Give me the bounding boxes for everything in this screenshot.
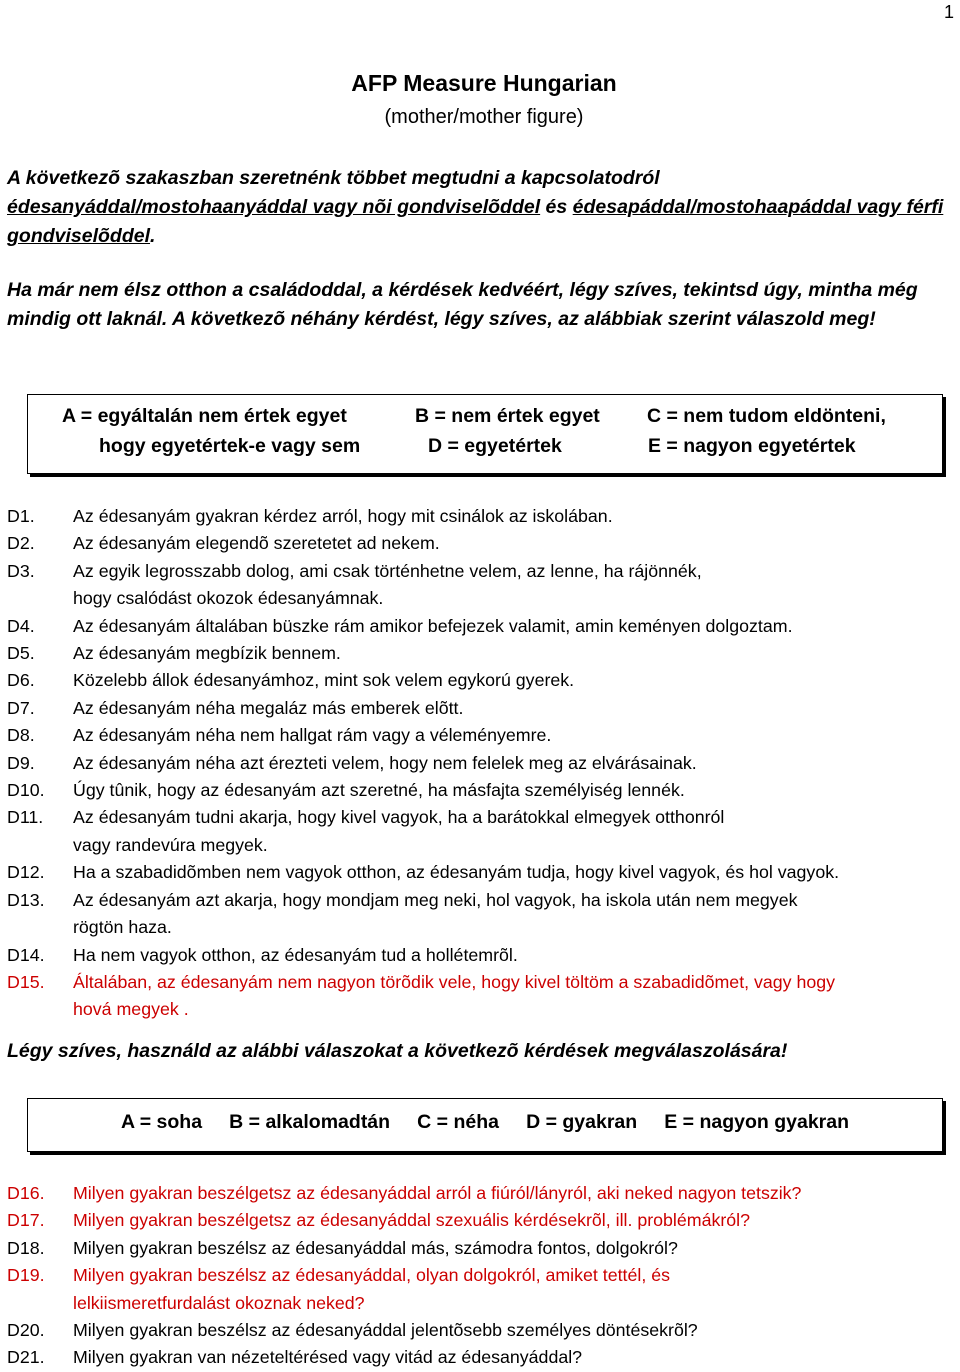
question-number: D10. [7,780,45,801]
question-text [73,887,957,942]
question-text [73,804,957,859]
instruction-text: Légy szíves, használd az alábbi válaszokat a következõ kérdések megválaszolására! [7,1040,788,1062]
question-item [7,777,957,804]
question-item [7,942,957,969]
question-item [7,530,957,557]
question-text [73,1262,957,1317]
question-text [73,1344,957,1371]
scale-option-d: D = egyetértek [428,435,562,457]
question-text [73,1317,957,1344]
question-text-line: Közelebb állok édesanyámhoz, mint sok velem egykorú gyerek. [73,670,575,691]
question-number: D12. [7,862,45,883]
intro-text: A következõ szakaszban szeretnénk többet megtudni a kapcsolatodról [7,167,660,189]
question-text [73,613,957,640]
intro-text: . [150,225,156,247]
question-number: D4. [7,615,35,636]
question-number: D5. [7,643,35,664]
question-text-line: Általában, az édesanyám nem nagyon törõdik vele, hogy kivel töltöm a szabadidõmet, vagy hogy [73,971,836,992]
question-text-line: Milyen gyakran beszélsz az édesanyáddal jelentõsebb személyes döntésekrõl? [73,1320,698,1341]
question-item [7,695,957,722]
question-text-line: hogy csalódást okozok édesanyámnak. [73,588,384,609]
question-item [7,667,957,694]
scale-option-c: C = nem tudom eldönteni, [647,405,886,427]
question-item [7,722,957,749]
question-number: D2. [7,533,35,554]
question-text-line: Az édesanyám tudni akarja, hogy kivel vagyok, ha a barátokkal elmegyek otthonról [73,807,725,828]
question-text-line: Az édesanyám néha megaláz más emberek elõtt. [73,697,464,718]
question-text-line: Ha nem vagyok otthon, az édesanyám tud a hollétemrõl. [73,944,518,965]
frequency-scale-text: A = soha B = alkalomadtán C = néha D = gyakran E = nagyon gyakran [120,1111,850,1133]
question-text [73,640,957,667]
question-text [73,530,957,557]
question-text-line: Úgy tûnik, hogy az édesanyám azt szeretné, ha másfajta személyiség lennék. [73,780,685,801]
question-text [73,750,957,777]
question-item [7,859,957,886]
question-text-line: Az édesanyám gyakran kérdez arról, hogy mit csinálok az iskolában. [73,506,613,526]
scale-option-b: B = nem értek egyet [415,405,600,427]
intro-text: és [540,196,573,218]
intro-underlined-mother: édesanyáddal/mostohaanyáddal vagy nõi gondviselõddel [7,196,541,218]
question-list-2 [7,1180,957,1372]
question-number: D8. [7,725,35,746]
intro-underlined-father: édesapáddal/mostohaapáddal vagy férfi gondviselõddel [7,196,944,247]
question-number: D7. [7,697,35,718]
frequency-scale-box [27,1098,943,1152]
question-text-line: Az édesanyám általában büszke rám amikor befejezek valamit, amin keményen dolgoztam. [73,615,793,636]
question-number: D6. [7,670,35,691]
question-text [73,777,957,804]
question-number: D19. [7,1265,45,1286]
question-text [73,558,957,613]
question-number: D3. [7,560,35,581]
question-number: D15. [7,971,45,992]
question-text-line: vagy randevúra megyek. [73,834,268,855]
question-item [7,640,957,667]
question-number: D18. [7,1237,45,1258]
question-number: D17. [7,1210,45,1231]
scale-option-e: E = nagyon egyetértek [648,435,856,457]
question-text-line: Milyen gyakran beszélgetsz az édesanyáddal szexuális kérdésekrõl, ill. problémákról? [73,1210,751,1231]
question-number: D1. [7,506,35,526]
question-number: D11. [7,807,44,828]
question-text-line: Az édesanyám néha nem hallgat rám vagy a véleményemre. [73,725,552,746]
question-text-line: Az egyik legrosszabb dolog, ami csak történhetne velem, az lenne, ha rájönnék, [73,560,702,581]
question-number: D16. [7,1183,45,1203]
question-item [7,1262,957,1317]
intro-paragraph-2: Ha már nem élsz otthon a családoddal, a kérdések kedvéért, légy szíves, tekintsd úgy, mintha még mindig ott laknál. A következõ néhány kérdést, légy szíves, az alábbiak szerint válaszold meg! [7,279,918,330]
question-text-line: Milyen gyakran beszélsz az édesanyáddal, olyan dolgokról, amiket tettél, és [73,1265,670,1286]
question-item [7,1317,957,1344]
intro-paragraph-1 [7,164,957,251]
question-text-line: Az édesanyám azt akarja, hogy mondjam meg neki, hol vagyok, ha iskola után nem megyek [73,889,798,910]
question-text-line: Az édesanyám néha azt érezteti velem, hogy nem felelek meg az elvárásainak. [73,752,697,773]
question-text-line: Az édesanyám elegendõ szeretetet ad nekem. [73,533,440,554]
question-text-line: rögtön haza. [73,917,172,938]
question-text [73,969,957,1024]
question-text-line: Milyen gyakran beszélsz az édesanyáddal más, számodra fontos, dolgokról? [73,1237,678,1258]
agreement-scale-box [27,394,943,474]
page-title: AFP Measure Hungarian [351,70,617,96]
question-item [7,887,957,942]
question-text [73,667,957,694]
question-number: D13. [7,889,45,910]
question-text [73,1207,957,1234]
question-text-line: lelkiismeretfurdalást okoznak neked? [73,1292,365,1313]
question-item [7,1344,957,1371]
question-text [73,722,957,749]
question-item [7,613,957,640]
question-text [73,942,957,969]
question-item [7,750,957,777]
page-subtitle: (mother/mother figure) [384,106,584,128]
question-item [7,503,957,530]
question-text-line: hová megyek . [73,999,189,1020]
question-item [7,558,957,613]
question-text-line: Ha a szabadidõmben nem vagyok otthon, az édesanyám tudja, hogy kivel vagyok, és hol vagyok. [73,862,840,883]
question-item [7,1235,957,1262]
question-text [73,859,957,886]
page-number: 1 [943,2,954,22]
question-text [73,1235,957,1262]
question-text [73,503,957,530]
scale-option-c-continued: hogy egyetértek-e vagy sem [99,435,361,457]
question-item [7,1180,957,1207]
question-list-1 [7,503,957,1024]
question-text [73,1180,957,1207]
question-text-line: Az édesanyám megbízik bennem. [73,643,341,664]
scale-option-a: A = egyáltalán nem értek egyet [62,405,347,427]
question-text-line: Milyen gyakran van nézeteltérésed vagy vitád az édesanyáddal? [73,1347,583,1368]
question-number: D20. [7,1320,45,1341]
question-text [73,695,957,722]
question-item [7,1207,957,1234]
question-number: D14. [7,944,45,965]
question-number: D21. [7,1347,45,1368]
question-text-line: Milyen gyakran beszélgetsz az édesanyáddal arról a fiúról/lányról, aki neked nagyon tetszik? [73,1183,802,1203]
question-item [7,804,957,859]
question-number: D9. [7,752,35,773]
question-item [7,969,957,1024]
